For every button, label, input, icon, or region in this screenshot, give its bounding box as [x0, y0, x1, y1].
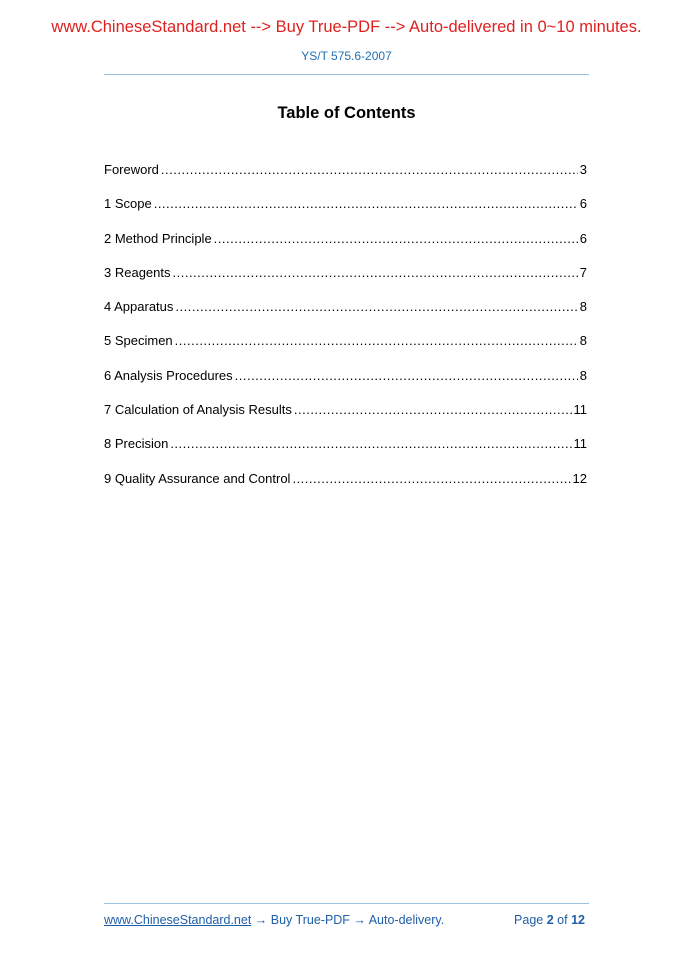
toc-entry-label: Foreword — [104, 162, 159, 177]
header-divider — [104, 74, 589, 75]
toc-entry-page: 12 — [572, 470, 587, 486]
toc-entry-label: 6 Analysis Procedures — [104, 367, 233, 383]
table-of-contents — [104, 162, 587, 505]
footer-site-link[interactable]: www.ChineseStandard.net — [104, 913, 252, 927]
toc-entry-label: 7 Calculation of Analysis Results — [104, 402, 292, 418]
toc-entry[interactable] — [104, 402, 587, 436]
toc-entry-page: 11 — [573, 436, 587, 452]
toc-entry-page: 7 — [579, 264, 587, 280]
toc-entry-label: 5 Specimen — [104, 333, 173, 349]
toc-entry-label: 3 Reagents — [104, 264, 171, 280]
toc-entry-page: 11 — [573, 402, 587, 418]
toc-entry-page: 8 — [579, 367, 587, 383]
page-word: Page — [514, 913, 544, 927]
toc-entry-label: 1 Scope — [104, 196, 152, 212]
toc-entry[interactable] — [104, 299, 587, 333]
current-page-number: 2 — [546, 913, 554, 927]
total-page-count: 12 — [571, 913, 585, 927]
toc-leader-dots — [294, 402, 572, 418]
footer-promo — [104, 913, 444, 927]
document-number: YS/T 575.6-2007 — [301, 49, 392, 63]
toc-leader-dots — [214, 231, 578, 247]
toc-entry[interactable] — [104, 333, 587, 367]
toc-leader-dots — [161, 162, 578, 178]
toc-leader-dots — [154, 196, 578, 212]
toc-entry[interactable] — [104, 368, 587, 402]
page-title: Table of Contents — [277, 104, 416, 122]
page-indicator — [514, 913, 585, 927]
toc-entry-label: 9 Quality Assurance and Control — [104, 470, 291, 486]
toc-entry[interactable] — [104, 265, 587, 299]
toc-entry-page: 8 — [579, 333, 587, 349]
toc-entry-page: 3 — [579, 162, 587, 177]
toc-entry[interactable] — [104, 231, 587, 265]
toc-entry-page: 6 — [579, 196, 587, 212]
toc-leader-dots — [173, 265, 578, 281]
toc-entry-label: 4 Apparatus — [104, 299, 174, 315]
toc-leader-dots — [170, 436, 571, 452]
toc-leader-dots — [175, 333, 578, 349]
toc-entry-label: 2 Method Principle — [104, 230, 212, 246]
toc-entry-label: 8 Precision — [104, 436, 169, 452]
top-banner: www.ChineseStandard.net --> Buy True-PDF --> Auto-delivered in 0~10 minutes. — [51, 18, 642, 36]
toc-entry-page: 6 — [579, 230, 587, 246]
toc-leader-dots — [292, 471, 570, 487]
toc-entry[interactable] — [104, 162, 587, 196]
toc-leader-dots — [175, 299, 577, 315]
toc-entry[interactable] — [104, 196, 587, 230]
page-of-word: of — [557, 913, 568, 927]
toc-entry[interactable] — [104, 436, 587, 470]
toc-leader-dots — [235, 368, 578, 384]
footer-divider — [104, 903, 589, 904]
toc-entry-page: 8 — [579, 299, 587, 315]
toc-entry[interactable] — [104, 471, 587, 505]
footer-tagline: → Buy True-PDF → Auto-delivery. — [251, 913, 445, 927]
